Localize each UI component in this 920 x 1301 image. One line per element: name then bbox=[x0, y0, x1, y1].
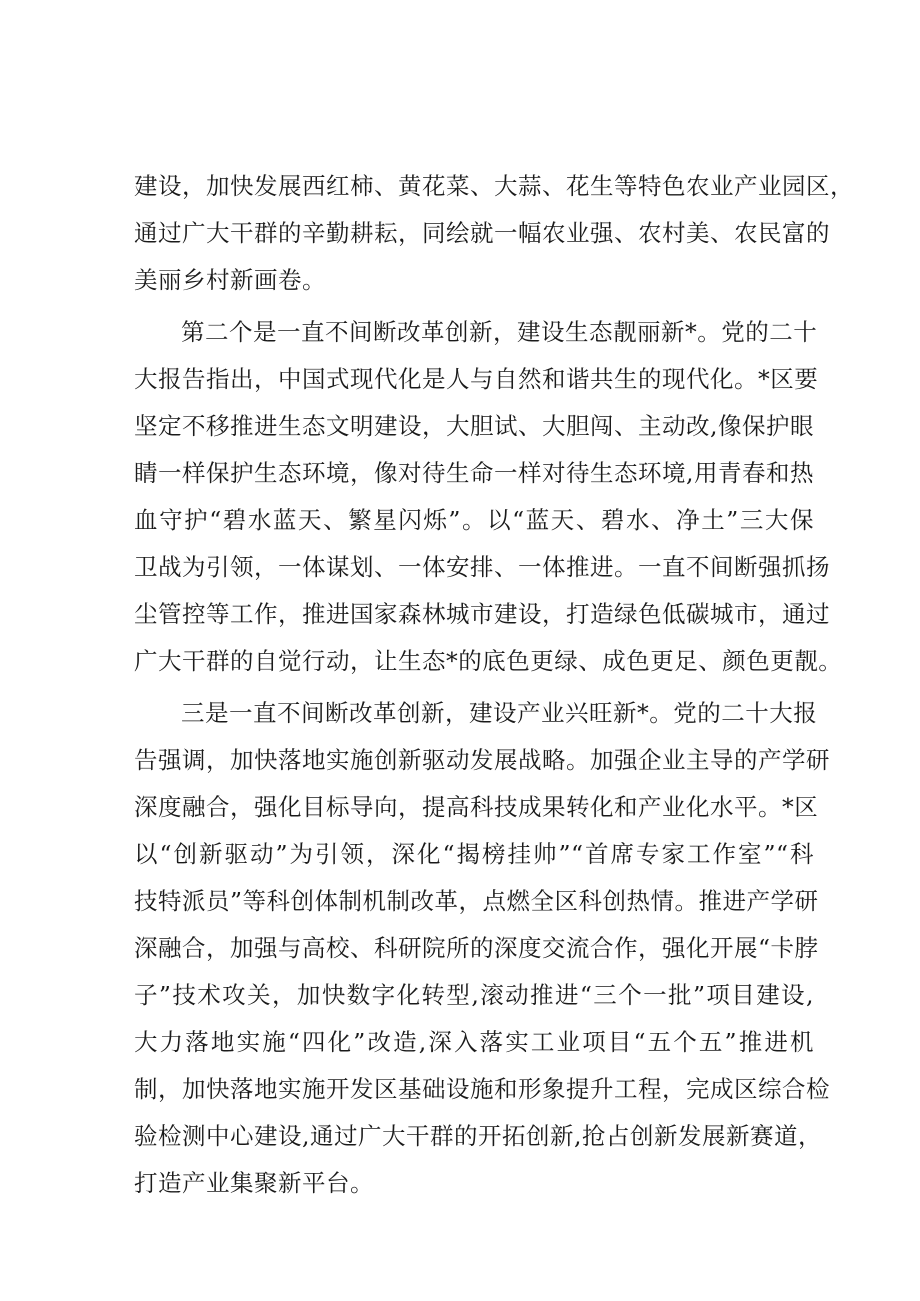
text-line: 深融合，加强与高校、科研院所的深度交流合作，强化开展“卡脖 bbox=[134, 934, 819, 962]
text-line: 广大干群的自觉行动，让生态*的底色更绿、成色更足、颜色更靓。 bbox=[134, 647, 843, 675]
text-line: 睛一样保护生态环境，像对待生命一样对待生态环境,用青春和热 bbox=[134, 459, 814, 487]
text-line: 技特派员”等科创体制机制改革，点燃全区科创热情。推进产学研 bbox=[134, 887, 819, 915]
text-line: 打造产业集聚新平台。 bbox=[134, 1169, 374, 1197]
text-line: 子”技术攻关，加快数字化转型,滚动推进“三个一批”项目建设, bbox=[134, 981, 814, 1009]
paragraph-2 bbox=[134, 309, 843, 685]
text-line: 坚定不移推进生态文明建设，大胆试、大胆闯、主动改,像保护眼 bbox=[134, 412, 814, 440]
text-line: 通过广大干群的辛勤耕耘，同绘就一幅农业强、农村美、农民富的 bbox=[134, 219, 830, 247]
text-line: 美丽乡村新画卷。 bbox=[134, 266, 326, 294]
document-body bbox=[134, 163, 854, 1207]
text-line: 大力落地实施“四化”改造,深入落实工业项目“五个五”推进机 bbox=[134, 1028, 814, 1056]
text-line: 血守护“碧水蓝天、繁星闪烁”。以“蓝天、碧水、净土”三大保 bbox=[134, 506, 814, 534]
text-line: 验检测中心建设,通过广大干群的开拓创新,抢占创新发展新赛道， bbox=[134, 1122, 822, 1150]
text-line: 告强调，加快落地实施创新驱动发展战略。加强企业主导的产学研 bbox=[134, 746, 830, 774]
paragraph-3 bbox=[134, 690, 830, 1207]
text-line: 三是一直不间断改革创新，建设产业兴旺新*。党的二十大报 bbox=[181, 699, 818, 727]
text-line: 卫战为引领，一体谋划、一体安排、一体推进。一直不间断强抓扬 bbox=[134, 553, 830, 581]
paragraph-1 bbox=[134, 163, 854, 304]
text-line: 以“创新驱动”为引领，深化“揭榜挂帅”“首席专家工作室”“科 bbox=[134, 840, 814, 868]
text-line: 制，加快落地实施开发区基础设施和形象提升工程，完成区综合检 bbox=[134, 1075, 830, 1103]
text-line: 尘管控等工作，推进国家森林城市建设，打造绿色低碳城市，通过 bbox=[134, 600, 830, 628]
text-line: 深度融合，强化目标导向，提高科技成果转化和产业化水平。*区 bbox=[134, 793, 819, 821]
text-line: 第二个是一直不间断改革创新，建设生态靓丽新*。党的二十 bbox=[181, 318, 818, 346]
text-line: 建设，加快发展西红柿、黄花菜、大蒜、花生等特色农业产业园区， bbox=[134, 172, 854, 200]
text-line: 大报告指出，中国式现代化是人与自然和谐共生的现代化。*区要 bbox=[134, 365, 819, 393]
